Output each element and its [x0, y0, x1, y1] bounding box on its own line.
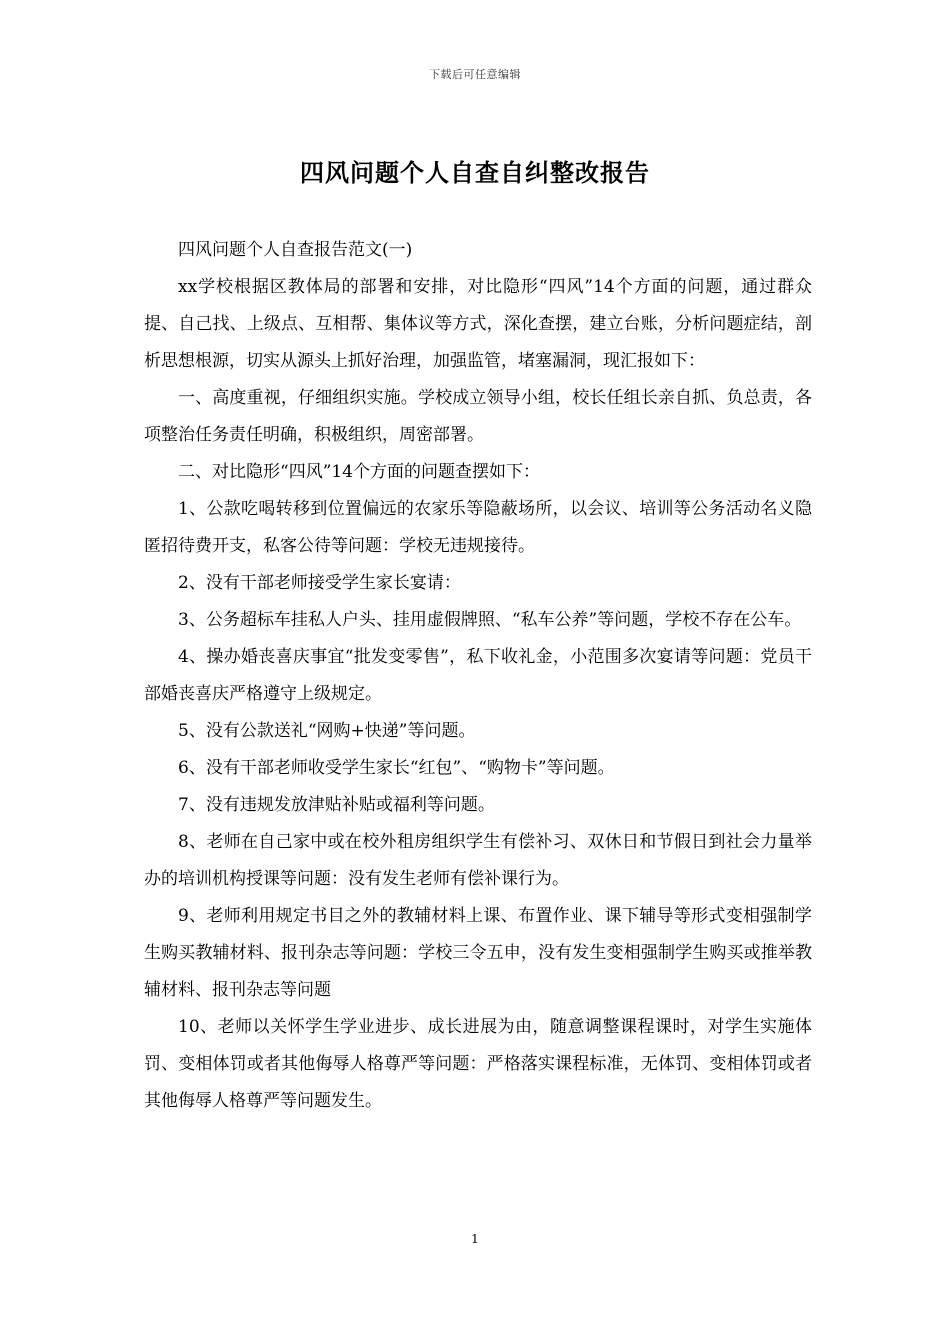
paragraph: 二、对比隐形“四风”14个方面的问题查摆如下： — [178, 462, 541, 482]
paragraph: 10、老师以关怀学生学业进步、成长进展为由，随意调整课程课时，对学生实施体罚、变相体罚或者其他侮辱人格尊严等问题：严格落实课程标准，无体罚、变相体罚或者其他侮辱人格尊严等问题发生。 — [144, 1017, 812, 1111]
paragraph: 9、老师利用规定书目之外的教辅材料上课、布置作业、课下辅导等形式变相强制学生购买教辅材料、报刊杂志等问题：学校三令五申，没有发生变相强制学生购买或推举教辅材料、报刊杂志等问题 — [144, 906, 812, 1000]
paragraph: 5、没有公款送礼“网购+快递”等问题。 — [178, 721, 476, 741]
paragraph: 3、公务超标车挂私人户头、挂用虚假牌照、“私车公养”等问题，学校不存在公车。 — [178, 610, 802, 630]
paragraph: 7、没有违规发放津贴补贴或福利等问题。 — [178, 795, 495, 815]
paragraph: 8、老师在自己家中或在校外租房组织学生有偿补习、双休日和节假日到社会力量举办的培训机构授课等问题：没有发生老师有偿补课行为。 — [144, 832, 812, 889]
header-note: 下载后可任意编辑 — [429, 68, 521, 81]
paragraph: xx学校根据区教体局的部署和安排，对比隐形“四风”14个方面的问题，通过群众提、自己找、上级点、互相帮、集体议等方式，深化查摆，建立台账，分析问题症结，剖析思想根源，切实从源头上抓好治理，加强监管，堵塞漏洞，现汇报如下： — [144, 277, 812, 371]
paragraph: 2、没有干部老师接受学生家长宴请： — [178, 573, 461, 593]
paragraph: 1、公款吃喝转移到位置偏远的农家乐等隐蔽场所，以会议、培训等公务活动名义隐匿招待费开支，私客公待等问题：学校无违规接待。 — [144, 499, 812, 556]
page-number: 1 — [471, 1232, 479, 1246]
paragraph: 4、操办婚丧喜庆事宜“批发变零售”，私下收礼金，小范围多次宴请等问题：党员干部婚丧喜庆严格遵守上级规定。 — [144, 647, 812, 704]
document-title: 四风问题个人自查自纠整改报告 — [300, 158, 650, 187]
paragraph: 四风问题个人自查报告范文(一) — [178, 240, 413, 260]
document-body — [144, 232, 812, 1120]
paragraph: 6、没有干部老师收受学生家长“红包”、“购物卡”等问题。 — [178, 758, 615, 778]
paragraph: 一、高度重视，仔细组织实施。学校成立领导小组，校长任组长亲自抓、负总责，各项整治任务责任明确，积极组织，周密部署。 — [144, 388, 812, 445]
